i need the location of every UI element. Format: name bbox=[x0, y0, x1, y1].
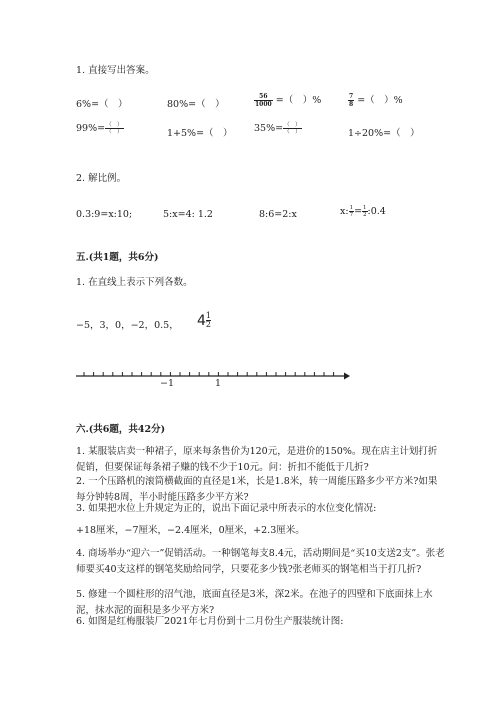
q2-d: x: $\frac{1}{7}$ = $\frac{1}{2}$ :0.4 bbox=[340, 205, 386, 218]
section6-q1: 1. 某服装店卖一种裙子，原来每条售价为120元，是进价的150%。现在店主计划打折促销，但要保证每条裙子赚的钱不少于10元。问：折扣不能低于几折? bbox=[76, 446, 438, 473]
fraction-7-8: $\frac{7}{8}$ bbox=[349, 93, 354, 108]
fraction-blank: $\frac{( )}{( )}$ bbox=[106, 122, 123, 135]
fraction-1-7: $\frac{1}{7}$ bbox=[349, 205, 354, 218]
q2-c: 8:6=2:x bbox=[259, 209, 297, 220]
q1-row2-b: 1+5%=（ ） bbox=[167, 128, 233, 139]
q1-row1-d: $\frac{7}{8}$ =（ ）% bbox=[349, 93, 403, 108]
q2-b: 5:x=4: 1.2 bbox=[163, 209, 213, 220]
q1-row2-c: 35%= $\frac{( )}{( )}$ bbox=[254, 122, 301, 135]
fraction-blank: $\frac{( )}{( )}$ bbox=[284, 122, 301, 135]
mixed-number: 4 $\frac{1}{2}$ bbox=[197, 311, 212, 329]
axis-label-1: 1 bbox=[215, 378, 222, 389]
q1-row1-a: 6%=（ ） bbox=[76, 99, 128, 110]
section6-q4: 4. 商场举办“迎六一”促销活动。一种钢笔每支8.4元，活动期间是“买10支送2支”。张老师要买40支这样的钢笔奖励给同学，只要花多少钱?张老师买的钢笔相当于打几折? bbox=[76, 548, 445, 575]
fraction-56-1000: $\frac{56}{1000}$ bbox=[255, 93, 272, 108]
section6-q3: 3. 如果把水位上升规定为正的，说出下面记录中所表示的水位变化情况: bbox=[76, 503, 377, 514]
section6-q6: 6. 如图是红梅服装厂2021年七月份到十二月份生产服装统计图: bbox=[76, 616, 344, 627]
section6-q5: 5. 修建一个圆柱形的沼气池，底面直径是3米，深2米。在池子的四壁和下底面抹上水泥，抹水泥的面积是多少平方米? bbox=[76, 589, 433, 616]
section5-heading: 五.(共1题，共6分) bbox=[76, 252, 159, 263]
q1-row1-b: 80%=（ ） bbox=[167, 99, 225, 110]
section6-heading: 六.(共6题，共42分) bbox=[76, 424, 166, 435]
axis-label-neg1: −1 bbox=[160, 378, 175, 389]
q1-row1-c: $\frac{56}{1000}$ =（ ）% bbox=[255, 93, 322, 108]
q1-title: 1. 直接写出答案。 bbox=[76, 65, 155, 76]
section6-q2: 2. 一个压路机的滚筒横截面的直径是1米，长是1.8米，转一周能压路多少平方米?如果每分钟转8周，半小时能压路多少平方米? bbox=[76, 476, 438, 503]
q2-title: 2. 解比例。 bbox=[76, 173, 127, 184]
q2-a: 0.3:9=x:10; bbox=[76, 209, 133, 220]
section5-q1-title: 1. 在直线上表示下列各数。 bbox=[76, 277, 193, 288]
section5-numbers: −5，3，0，−2，0.5， bbox=[76, 320, 179, 331]
fraction-1-2: $\frac{1}{2}$ bbox=[363, 205, 367, 218]
q1-row2-a: 99%= $\frac{( )}{( )}$ bbox=[76, 122, 123, 135]
section6-q3-values: +18厘米，−7厘米，−2.4厘米，0厘米，+2.3厘米。 bbox=[76, 525, 305, 536]
q1-row2-d: 1÷20%=（ ） bbox=[348, 128, 420, 139]
